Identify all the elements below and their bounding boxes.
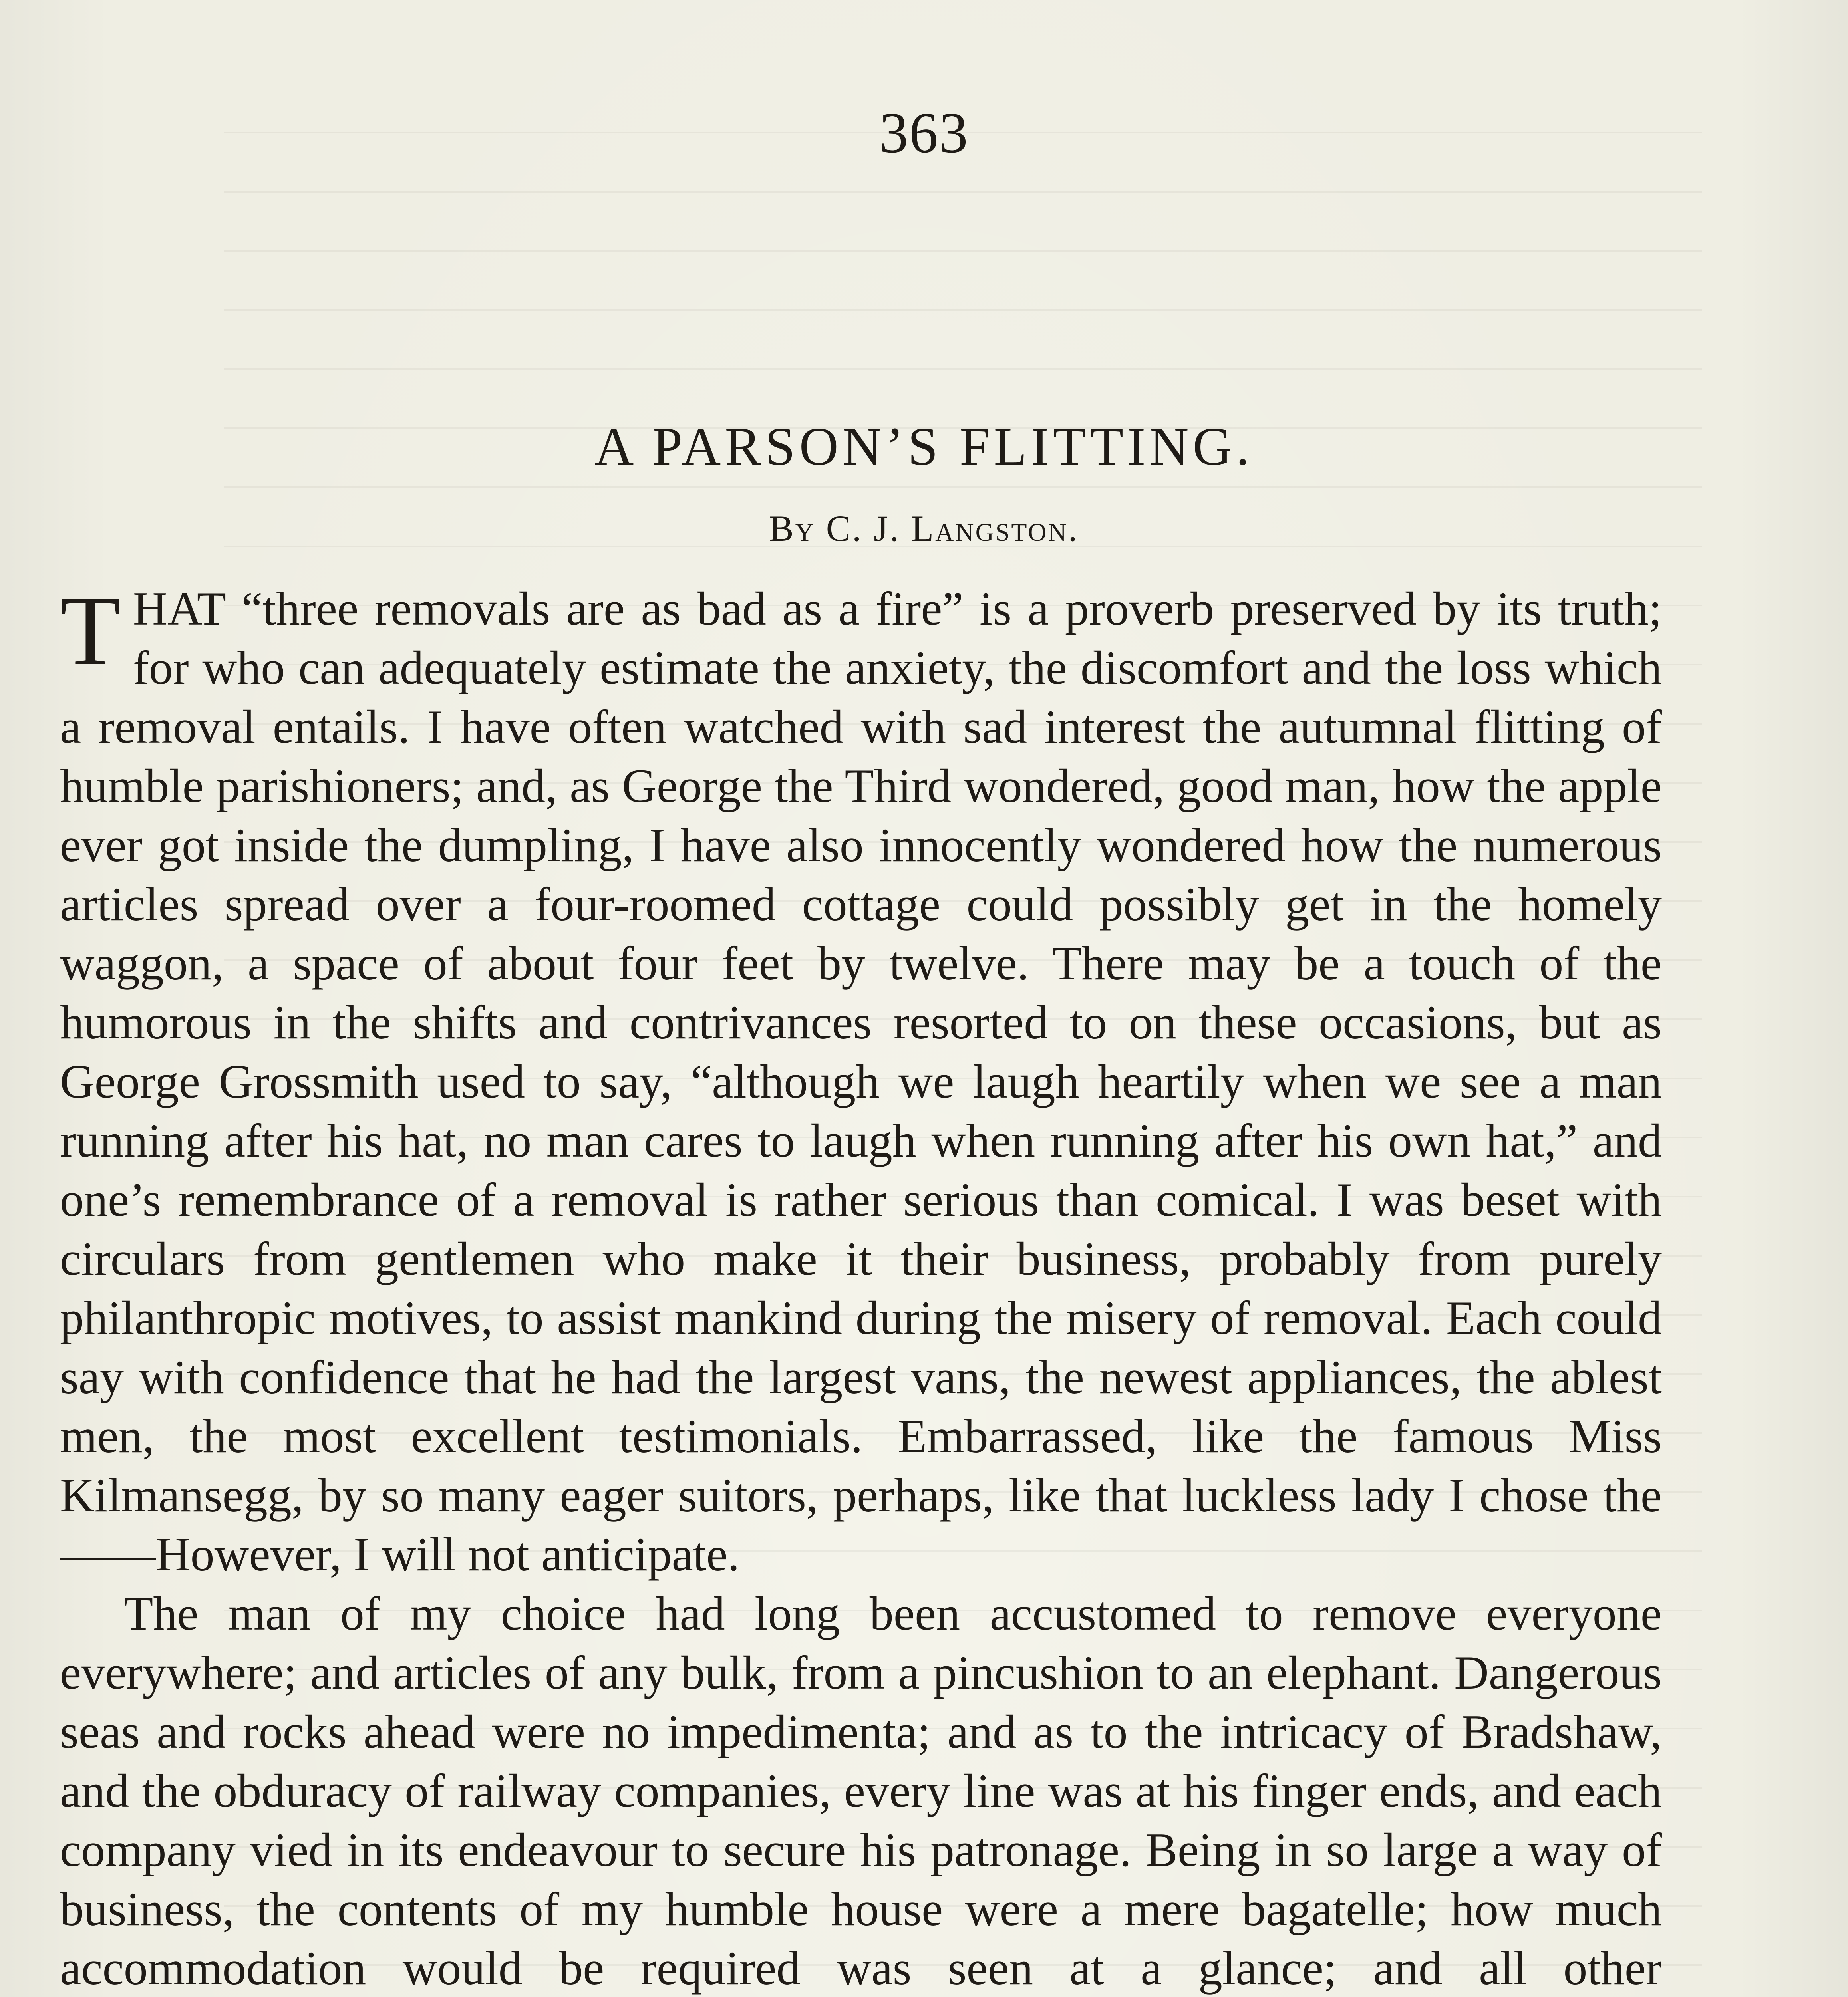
article-title: A PARSON’S FLITTING. — [594, 417, 1254, 476]
paragraph-2: The man of my choice had long been accustomed to remove everyone everywhere; and articles of any bulk, from a pincushion to an elephant. Dangerous seas and rocks ahead were no impedimenta; and as to the intricacy of Bradshaw, and the obduracy of railway companies, every line was at his finger ends, and each company vied in its endeavour to secure his patronage. Being in so large a way of business, the contents of my humble house were a mere bagatelle; how much accommodation would be required was seen at a glance; and all other — [60, 1587, 1662, 1995]
article-byline: By C. J. Langston. — [769, 508, 1079, 549]
page-number: 363 — [879, 101, 969, 165]
paragraph-1-text: HAT “three removals are as bad as a fire” is a proverb preserved by its truth; for who can adequately estimate the anxiety, the discomfort and the loss which a removal entails. I have often watched with sad interest the autumnal flitting of humble parishioners; and, as George the Third wondered, good man, how the apple ever got inside the dumpling, I have also innocently wondered how the numerous articles spread over a four-roomed cottage could possibly get in the homely waggon, a space of about four feet by twelve. There may be a touch of the humorous in the shifts and contrivances resorted to on these occasions, but as George Grossmith used to say, “although we laugh heartily when we see a man running after his hat, no man cares to laugh when running after his own hat,” and one’s remembrance of a removal is rather serious than comical. I was beset with circulars from gentlemen who make it their business, probably from purely philanthropic motives, to assist mankind during the misery of removal. Each could say with confidence that he had the largest vans, the newest appliances, the ablest men, the most excellent testimonials. Embarrassed, like the famous Miss Kilmansegg, by so many eager suitors, perhaps, like that luckless lady I chose the——However, I will not anticipate. — [60, 582, 1662, 1581]
drop-cap: T — [60, 576, 121, 686]
article-body — [60, 576, 1662, 1997]
paragraph-1 — [60, 576, 1662, 1584]
